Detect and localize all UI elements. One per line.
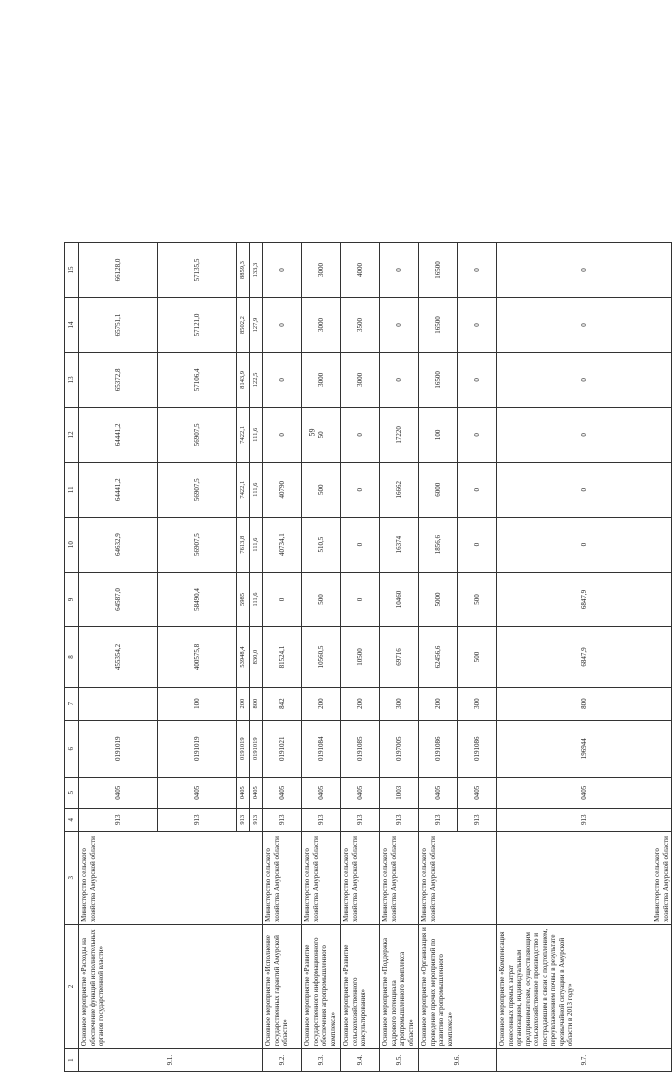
cell: 500 bbox=[302, 572, 341, 627]
cell: 0 bbox=[458, 462, 497, 517]
cell: 0 bbox=[263, 352, 302, 407]
cell: 913 bbox=[380, 808, 419, 831]
table-row bbox=[419, 243, 458, 1072]
column-header: 7 bbox=[65, 687, 79, 720]
cell: 0191019 bbox=[79, 720, 158, 777]
row-number: 9.7. bbox=[497, 1049, 672, 1072]
cell: 4000 bbox=[341, 243, 380, 298]
cell: 16662 bbox=[380, 462, 419, 517]
cell: 0 bbox=[380, 352, 419, 407]
cell: 0 bbox=[263, 298, 302, 353]
cell: 64587,0 bbox=[79, 572, 158, 627]
cell: 0 bbox=[497, 243, 672, 298]
cell: 40790 bbox=[263, 462, 302, 517]
cell: 0 bbox=[263, 407, 302, 462]
cell: 6000 bbox=[419, 462, 458, 517]
cell: 0405 bbox=[158, 777, 237, 808]
cell: 5000 bbox=[419, 572, 458, 627]
cell: 100 bbox=[419, 407, 458, 462]
cell: 0 bbox=[497, 352, 672, 407]
cell: 0 bbox=[341, 572, 380, 627]
cell: 842 bbox=[263, 687, 302, 720]
cell: 127,9 bbox=[250, 298, 263, 353]
row-name: Основное мероприятие «Организация и проведение прочих мероприятий по развитию агропромышленного комплекса» bbox=[419, 924, 497, 1048]
cell: 50 bbox=[302, 407, 341, 462]
cell bbox=[79, 687, 158, 720]
cell: 6847,9 bbox=[497, 572, 672, 627]
row-number: 9.5. bbox=[380, 1049, 419, 1072]
table-row bbox=[263, 243, 302, 1072]
page-number: 59 bbox=[307, 428, 317, 437]
cell: 300 bbox=[380, 687, 419, 720]
row-number: 9.6. bbox=[419, 1049, 497, 1072]
cell: 81524,1 bbox=[263, 627, 302, 687]
cell: 800 bbox=[497, 687, 672, 720]
row-name: Основное мероприятие «Развитие государственного информационного обеспечения агропромышленного комплекса» bbox=[302, 924, 341, 1048]
cell: 500 bbox=[458, 572, 497, 627]
cell: 0 bbox=[380, 243, 419, 298]
cell: 500 bbox=[458, 627, 497, 687]
cell: 913 bbox=[497, 808, 672, 831]
cell: 0 bbox=[497, 407, 672, 462]
cell: 8143,9 bbox=[237, 352, 250, 407]
table-row bbox=[341, 243, 380, 1072]
column-header: 9 bbox=[65, 572, 79, 627]
header-row bbox=[65, 243, 79, 1072]
cell: 0 bbox=[458, 352, 497, 407]
cell: 913 bbox=[419, 808, 458, 831]
column-header: 1 bbox=[65, 1049, 79, 1072]
cell: 65372,8 bbox=[79, 352, 158, 407]
cell: 0191086 bbox=[458, 720, 497, 777]
column-header: 6 bbox=[65, 720, 79, 777]
cell: 0405 bbox=[497, 777, 672, 808]
cell: 0 bbox=[263, 572, 302, 627]
cell: 830,0 bbox=[250, 627, 263, 687]
row-executor: Министерство сельского хозяйства Амурской области bbox=[302, 831, 341, 924]
cell: 10560,5 bbox=[302, 627, 341, 687]
cell: 0 bbox=[380, 298, 419, 353]
cell: 1003 bbox=[380, 777, 419, 808]
column-header: 8 bbox=[65, 627, 79, 687]
row-number: 9.1. bbox=[79, 1049, 263, 1072]
cell: 7422,1 bbox=[237, 462, 250, 517]
cell: 0 bbox=[458, 517, 497, 572]
row-executor: Министерство сельского хозяйства Амурской области bbox=[419, 831, 497, 924]
cell: 5985 bbox=[237, 572, 250, 627]
cell: 3000 bbox=[341, 352, 380, 407]
budget-table bbox=[64, 242, 672, 1072]
row-executor: Министерство сельского хозяйства Амурской области bbox=[341, 831, 380, 924]
cell: 0191086 bbox=[419, 720, 458, 777]
row-name: Основное мероприятие «Поддержка кадрового потенциала агропромышленного комплекса области» bbox=[380, 924, 419, 1048]
cell: 1856,6 bbox=[419, 517, 458, 572]
cell: 0 bbox=[458, 243, 497, 298]
cell: 40734,1 bbox=[263, 517, 302, 572]
column-header: 3 bbox=[65, 831, 79, 924]
cell: 0405 bbox=[419, 777, 458, 808]
cell: 16500 bbox=[419, 298, 458, 353]
cell: 56907,5 bbox=[158, 517, 237, 572]
cell: 64441,2 bbox=[79, 407, 158, 462]
budget-table-sheet bbox=[64, 242, 670, 1072]
column-header: 2 bbox=[65, 924, 79, 1048]
cell: 16500 bbox=[419, 352, 458, 407]
row-number: 9.4. bbox=[341, 1049, 380, 1072]
column-header: 14 bbox=[65, 298, 79, 353]
cell: 0 bbox=[497, 517, 672, 572]
cell: 111,6 bbox=[250, 517, 263, 572]
cell: 400575,8 bbox=[158, 627, 237, 687]
cell: 69716 bbox=[380, 627, 419, 687]
cell: 122,5 bbox=[250, 352, 263, 407]
cell: 913 bbox=[341, 808, 380, 831]
column-header: 5 bbox=[65, 777, 79, 808]
cell: 62456,6 bbox=[419, 627, 458, 687]
cell: 0191019 bbox=[250, 720, 263, 777]
row-executor: Министерство сельского хозяйства Амурской области bbox=[497, 831, 672, 924]
cell: 0 bbox=[341, 517, 380, 572]
cell: 57135,5 bbox=[158, 243, 237, 298]
cell: 56907,5 bbox=[158, 407, 237, 462]
cell: 913 bbox=[79, 808, 158, 831]
cell: 0405 bbox=[79, 777, 158, 808]
cell: 7422,1 bbox=[237, 407, 250, 462]
cell: 65751,1 bbox=[79, 298, 158, 353]
cell: 300 bbox=[458, 687, 497, 720]
cell: 196944 bbox=[497, 720, 672, 777]
cell: 0191021 bbox=[263, 720, 302, 777]
cell: 0405 bbox=[458, 777, 497, 808]
cell: 0 bbox=[458, 298, 497, 353]
cell: 16500 bbox=[419, 243, 458, 298]
cell: 133,3 bbox=[250, 243, 263, 298]
cell: 0405 bbox=[237, 777, 250, 808]
cell: 913 bbox=[302, 808, 341, 831]
cell: 200 bbox=[419, 687, 458, 720]
cell: 0191084 bbox=[302, 720, 341, 777]
cell: 8502,2 bbox=[237, 298, 250, 353]
cell: 0191019 bbox=[237, 720, 250, 777]
cell: 53948,4 bbox=[237, 627, 250, 687]
cell: 3000 bbox=[302, 298, 341, 353]
cell: 16374 bbox=[380, 517, 419, 572]
cell: 510,5 bbox=[302, 517, 341, 572]
row-name: Основное мероприятие «Расходы на обеспечение функций исполнительных органов государственной власти» bbox=[79, 924, 263, 1048]
cell: 3500 bbox=[341, 298, 380, 353]
cell: 0191019 bbox=[158, 720, 237, 777]
cell: 64632,9 bbox=[79, 517, 158, 572]
cell: 200 bbox=[302, 687, 341, 720]
cell: 17220 bbox=[380, 407, 419, 462]
cell: 913 bbox=[237, 808, 250, 831]
column-header: 12 bbox=[65, 407, 79, 462]
row-number: 9.3. bbox=[302, 1049, 341, 1072]
cell: 200 bbox=[341, 687, 380, 720]
cell: 0405 bbox=[341, 777, 380, 808]
cell: 200 bbox=[237, 687, 250, 720]
cell: 100 bbox=[158, 687, 237, 720]
row-executor: Министерство сельского хозяйства Амурской области bbox=[263, 831, 302, 924]
row-name: Основное мероприятие «Исполнение государственных гарантий Амурской области» bbox=[263, 924, 302, 1048]
cell: 913 bbox=[263, 808, 302, 831]
row-executor: Министерство сельского хозяйства Амурской области bbox=[380, 831, 419, 924]
row-number: 9.2. bbox=[263, 1049, 302, 1072]
row-name: Основное мероприятие «Компенсация понесенных прямых затрат организациям, индивидуальным предпринимателям, осуществляющим сельскохозяйственное производство и пострадавшим в связи с подтоплением, переувлажнением почвы в результате чрезвычайной ситуации в Амурской области в 2013 году» bbox=[497, 924, 672, 1048]
cell: 66128,0 bbox=[79, 243, 158, 298]
row-name: Основное мероприятие «Развитие сельскохозяйственного консультирования» bbox=[341, 924, 380, 1048]
cell: 3000 bbox=[302, 243, 341, 298]
cell: 0405 bbox=[263, 777, 302, 808]
cell: 10460 bbox=[380, 572, 419, 627]
cell: 913 bbox=[158, 808, 237, 831]
cell: 111,6 bbox=[250, 462, 263, 517]
cell: 0 bbox=[497, 462, 672, 517]
table-row bbox=[79, 243, 158, 1072]
cell: 0197005 bbox=[380, 720, 419, 777]
column-header: 11 bbox=[65, 462, 79, 517]
table-row bbox=[302, 243, 341, 1072]
cell: 0 bbox=[263, 243, 302, 298]
cell: 800 bbox=[250, 687, 263, 720]
cell: 913 bbox=[250, 808, 263, 831]
cell: 6847,9 bbox=[497, 627, 672, 687]
cell: 57121,0 bbox=[158, 298, 237, 353]
cell: 8859,3 bbox=[237, 243, 250, 298]
cell: 0405 bbox=[302, 777, 341, 808]
cell: 56907,5 bbox=[158, 462, 237, 517]
column-header: 4 bbox=[65, 808, 79, 831]
cell: 0405 bbox=[250, 777, 263, 808]
cell: 57106,4 bbox=[158, 352, 237, 407]
cell: 0 bbox=[458, 407, 497, 462]
cell: 913 bbox=[458, 808, 497, 831]
cell: 0 bbox=[341, 407, 380, 462]
cell: 7613,8 bbox=[237, 517, 250, 572]
cell: 0 bbox=[341, 462, 380, 517]
table-row bbox=[497, 243, 672, 1072]
row-executor: Министерство сельского хозяйства Амурской области bbox=[79, 831, 263, 924]
cell: 500 bbox=[302, 462, 341, 517]
table-row bbox=[380, 243, 419, 1072]
column-header: 13 bbox=[65, 352, 79, 407]
column-header: 10 bbox=[65, 517, 79, 572]
cell: 3000 bbox=[302, 352, 341, 407]
cell: 0191085 bbox=[341, 720, 380, 777]
cell: 111,6 bbox=[250, 572, 263, 627]
column-header: 15 bbox=[65, 243, 79, 298]
cell: 111,6 bbox=[250, 407, 263, 462]
cell: 58490,4 bbox=[158, 572, 237, 627]
cell: 455354,2 bbox=[79, 627, 158, 687]
cell: 10500 bbox=[341, 627, 380, 687]
cell: 0 bbox=[497, 298, 672, 353]
cell: 64441,2 bbox=[79, 462, 158, 517]
